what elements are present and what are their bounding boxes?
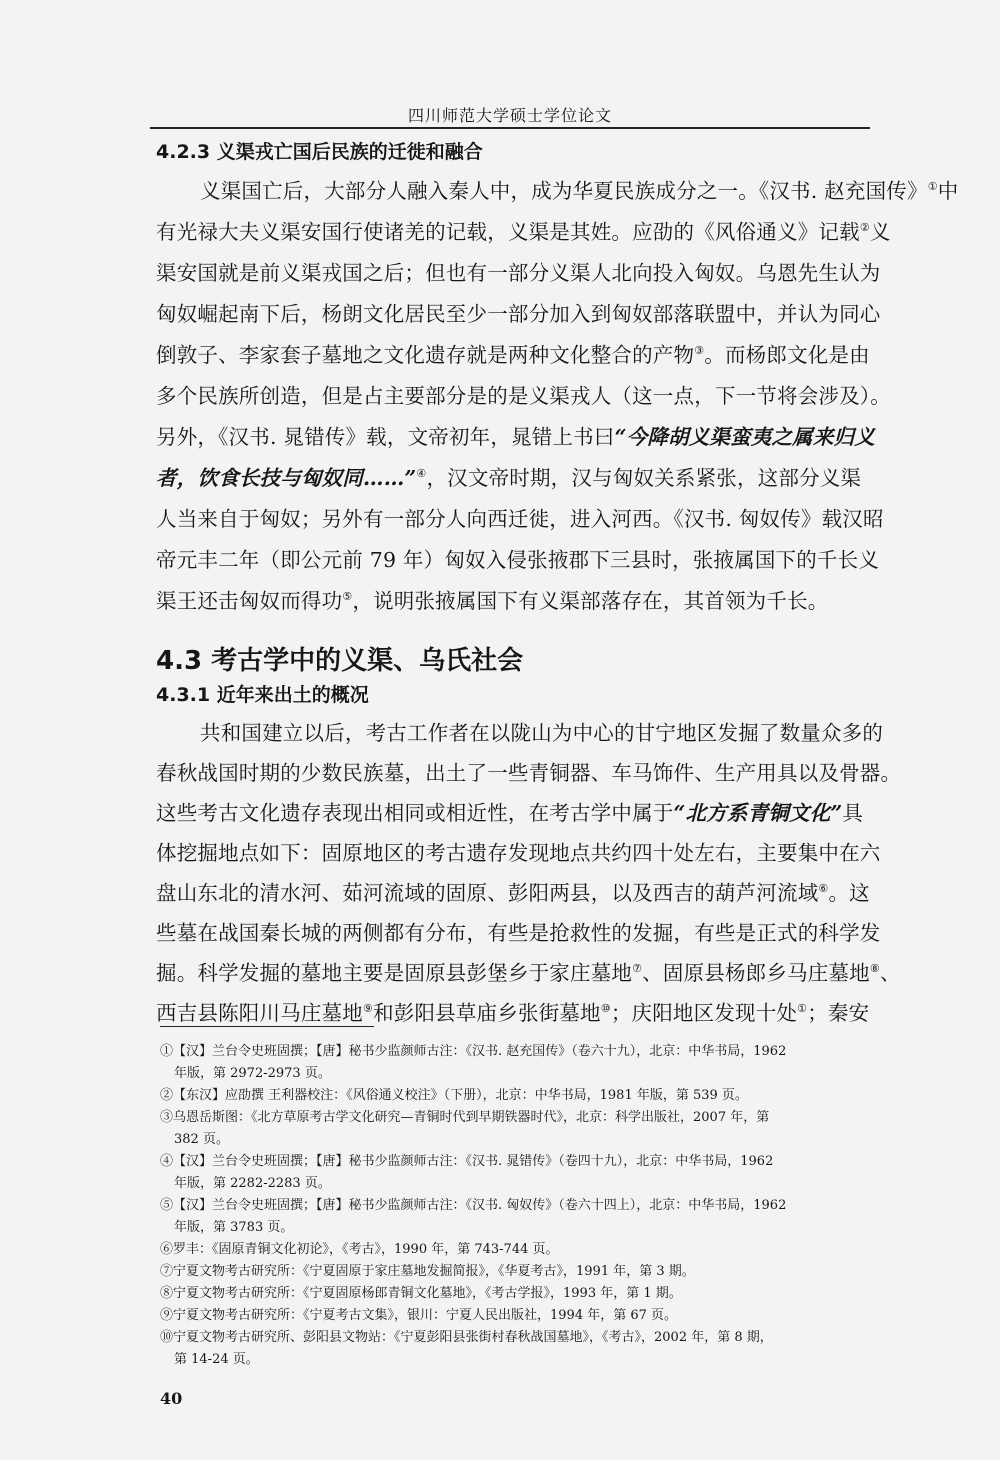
footnote-3: ③乌恩岳斯图：《北方草原考古学文化研究—青铜时代到早期铁器时代》，北京：科学出版社，2007 年，第 <box>160 1110 770 1125</box>
para1-line-8: 者，饮食长技与匈奴同……”④，汉文帝时期，汉与匈奴关系紧张，这部分义渠 <box>156 466 862 490</box>
footnote-10: ⑩宁夏文物考古研究所、彭阳县文物站：《宁夏彭阳县张街村春秋战国墓地》，《考古》，2002 年，第 8 期， <box>160 1330 773 1345</box>
footnote-5-cont: 年版，第 3783 页。 <box>174 1220 294 1235</box>
footnote-9: ⑨宁夏文物考古研究所：《宁夏考古文集》，银川：宁夏人民出版社，1994 年，第 67 页。 <box>160 1308 678 1323</box>
para1-line-7: 另外，《汉书. 晁错传》载，文帝初年，晁错上书曰“今降胡义渠蛮夷之属来归义 <box>156 425 875 449</box>
footnote-ref-7[interactable]: ⑦ <box>632 962 643 975</box>
footnote-8: ⑧宁夏文物考古研究所：《宁夏固原杨郎青铜文化墓地》，《考古学报》，1993 年，第 1 期。 <box>160 1286 682 1301</box>
quoted-text: “北方系青铜文化” <box>673 801 843 825</box>
footnote-1: ①【汉】兰台令史班固撰；【唐】秘书少监颜师古注：《汉书. 赵充国传》（卷六十九），北京：中华书局，1962 <box>160 1044 787 1059</box>
footnote-ref-1[interactable]: ① <box>927 180 938 193</box>
header-rule <box>150 127 870 129</box>
para2-line-3: 这些考古文化遗存表现出相同或相近性，在考古学中属于“北方系青铜文化”具 <box>156 801 864 825</box>
footnote-ref-4[interactable]: ④ <box>416 467 427 480</box>
footnote-6: ⑥罗丰：《固原青铜文化初论》，《考古》，1990 年，第 743-744 页。 <box>160 1242 559 1257</box>
para1-line-11: 渠王还击匈奴而得功⑤，说明张掖属国下有义渠部落存在，其首领为千长。 <box>156 589 829 613</box>
para1-line-5: 倒敦子、李家套子墓地之文化遗存就是两种文化整合的产物③。而杨郎文化是由 <box>156 343 870 367</box>
para2-line-5: 盘山东北的清水河、茹河流域的固原、彭阳两县，以及西吉的葫芦河流域⑥。这 <box>156 881 870 905</box>
para1-line-10: 帝元丰二年（即公元前 79 年）匈奴入侵张掖郡下三县时，张掖属国下的千长义 <box>156 548 880 572</box>
footnote-rule <box>160 1026 374 1027</box>
para2-line-2: 春秋战国时期的少数民族墓，出土了一些青铜器、车马饰件、生产用具以及骨器。 <box>156 761 902 785</box>
section-heading-4-3-1: 4.3.1 近年来出土的概况 <box>156 684 369 706</box>
para1-line-3: 渠安国就是前义渠戎国之后；但也有一部分义渠人北向投入匈奴。乌恩先生认为 <box>156 261 881 285</box>
para2-line-8: 西吉县陈阳川马庄墓地⑨和彭阳县草庙乡张街墓地⑩；庆阳地区发现十处①；秦安 <box>156 1001 870 1025</box>
footnote-ref-3[interactable]: ③ <box>694 344 705 357</box>
footnote-7: ⑦宁夏文物考古研究所：《宁夏固原于家庄墓地发掘简报》，《华夏考古》，1991 年，第 3 期。 <box>160 1264 695 1279</box>
para1-line-9: 人当来自于匈奴；另外有一部分人向西迁徙，进入河西。《汉书. 匈奴传》载汉昭 <box>156 507 884 531</box>
para2-line-7: 掘。科学发掘的墓地主要是固原县彭堡乡于家庄墓地⑦、固原县杨郎乡马庄墓地⑧、 <box>156 961 901 985</box>
running-header: 四川师范大学硕士学位论文 <box>407 106 612 125</box>
footnote-4: ④【汉】兰台令史班固撰；【唐】秘书少监颜师古注：《汉书. 晁错传》（卷四十九），北京：中华书局，1962 <box>160 1154 774 1169</box>
footnote-5: ⑤【汉】兰台令史班固撰；【唐】秘书少监颜师古注：《汉书. 匈奴传》（卷六十四上），北京：中华书局，1962 <box>160 1198 787 1213</box>
footnote-ref-5[interactable]: ⑤ <box>342 590 353 603</box>
footnote-ref-6[interactable]: ⑥ <box>818 882 829 895</box>
footnote-4-cont: 年版，第 2282-2283 页。 <box>174 1176 331 1191</box>
footnote-ref-8[interactable]: ⑧ <box>869 962 880 975</box>
footnote-ref-11[interactable]: ① <box>797 1002 808 1015</box>
quoted-text: “今降胡义渠蛮夷之属来归义 <box>614 425 875 449</box>
para2-line-1: 共和国建立以后，考古工作者在以陇山为中心的甘宁地区发掘了数量众多的 <box>200 721 884 745</box>
footnote-1-cont: 年版，第 2972-2973 页。 <box>174 1066 331 1081</box>
para1-line-1: 义渠国亡后，大部分人融入秦人中，成为华夏民族成分之一。《汉书. 赵充国传》①中 <box>200 179 959 203</box>
footnote-ref-2[interactable]: ② <box>859 221 870 234</box>
footnote-ref-9[interactable]: ⑨ <box>363 1002 374 1015</box>
footnote-2: ②【东汉】应劭撰 王利器校注：《风俗通义校注》（下册），北京：中华书局，1981 年版，第 539 页。 <box>160 1088 748 1103</box>
para1-line-6: 多个民族所创造，但是占主要部分是的是义渠戎人（这一点，下一节将会涉及）。 <box>156 384 891 408</box>
quoted-text: 者，饮食长技与匈奴同……” <box>156 466 417 490</box>
footnote-10-cont: 第 14-24 页。 <box>174 1352 259 1367</box>
para1-line-2: 有光禄大夫义渠安国行使诸羌的记载，义渠是其姓。应劭的《风俗通义》记载②义 <box>156 220 891 244</box>
footnote-3-cont: 382 页。 <box>174 1132 229 1147</box>
para2-line-4: 体挖掘地点如下：固原地区的考古遗存发现地点共约四十处左右，主要集中在六 <box>156 841 881 865</box>
footnote-ref-10[interactable]: ⑩ <box>600 1002 611 1015</box>
section-heading-4-2-3: 4.2.3 义渠戎亡国后民族的迁徙和融合 <box>156 141 483 163</box>
para1-line-4: 匈奴崛起南下后，杨朗文化居民至少一部分加入到匈奴部落联盟中，并认为同心 <box>156 302 881 326</box>
para2-line-6: 些墓在战国秦长城的两侧都有分布，有些是抢救性的发掘，有些是正式的科学发 <box>156 921 881 945</box>
section-heading-4-3: 4.3 考古学中的义渠、乌氏社会 <box>156 646 524 676</box>
page-number: 40 <box>160 1389 183 1408</box>
